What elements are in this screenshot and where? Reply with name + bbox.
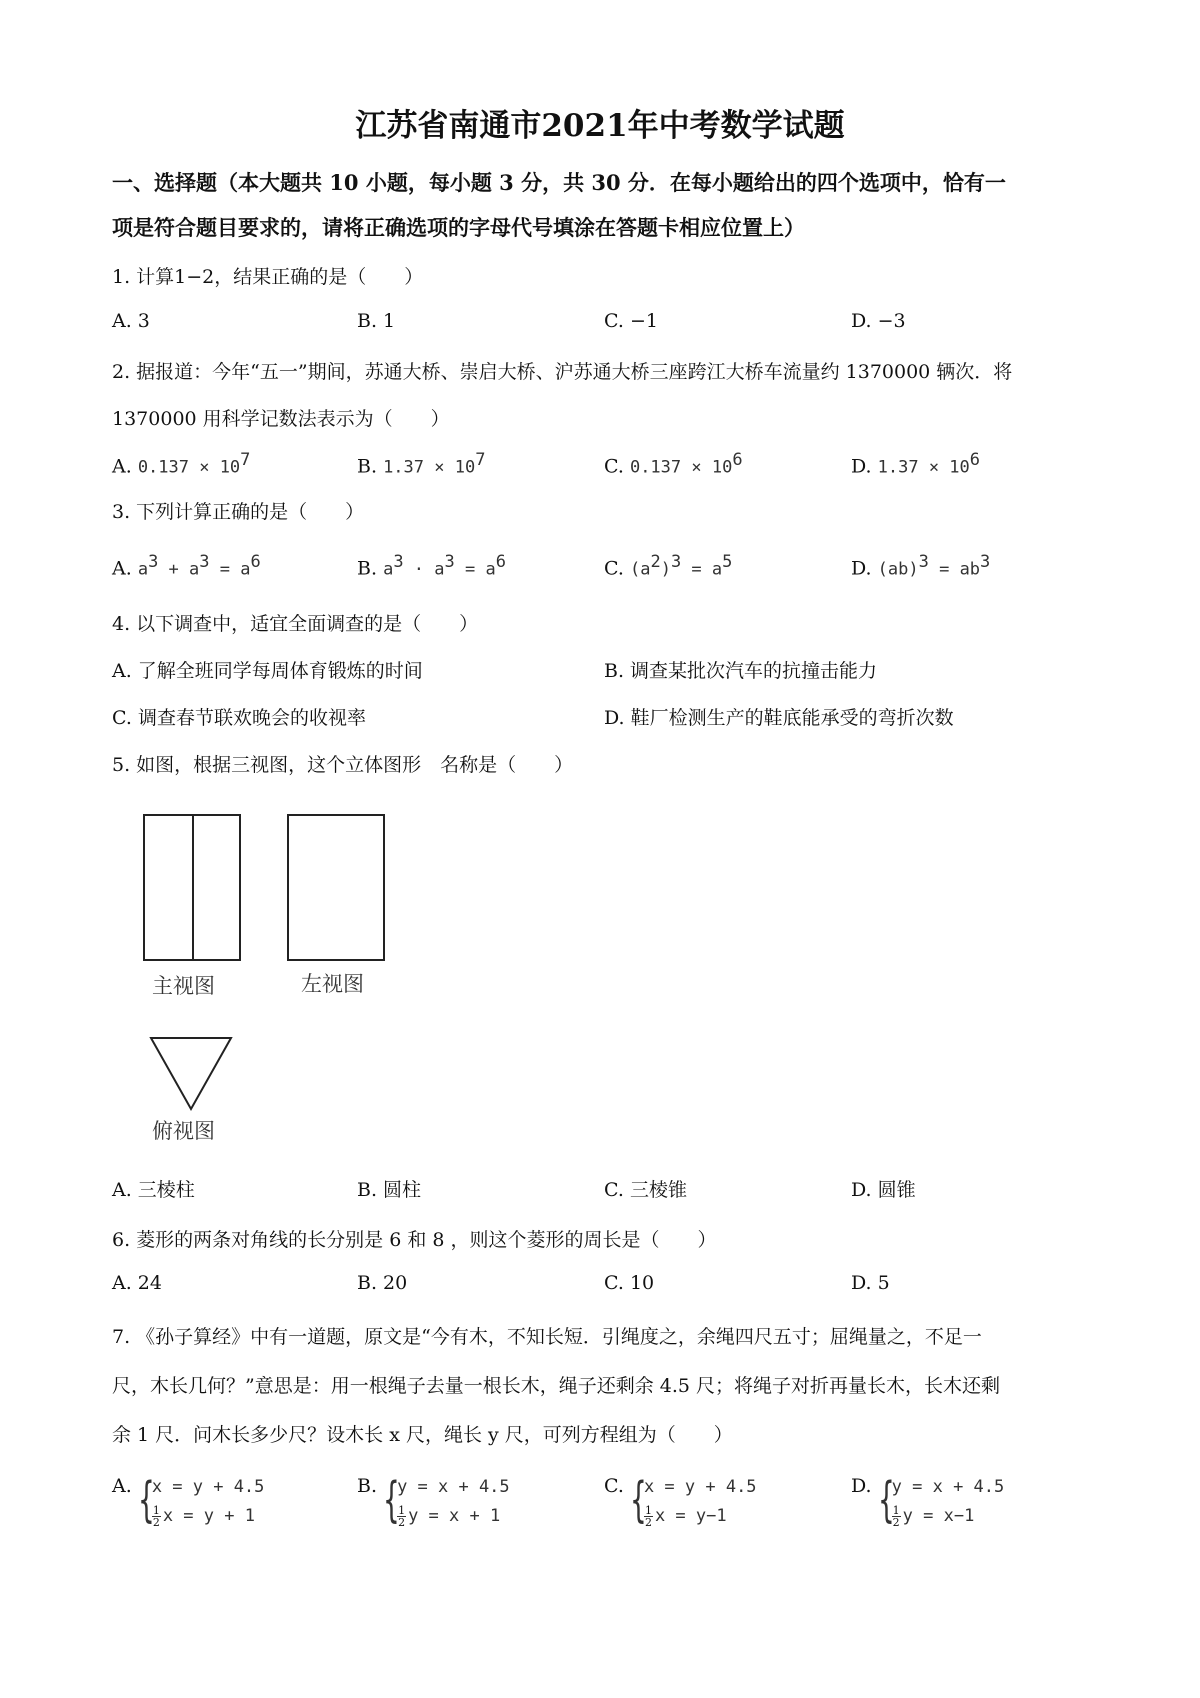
q6-option-d: D. 5 (851, 1272, 890, 1294)
top-view-triangle (151, 1038, 231, 1109)
q2-option-a: A. $0.137 \times 10^7$ (112, 450, 251, 478)
brace-glyph: { (877, 1472, 895, 1528)
equation-system: { y = x + 4.5 $\frac{1}{2}$ y = x−1 (877, 1472, 1005, 1529)
q7-stem-line3: 余 1 尺．问木长多少尺？设木长 x 尺，绳长 y 尺，可列方程组为（ ） (112, 1424, 733, 1446)
q2-stem-line1: 2. 据报道：今年“五一”期间，苏通大桥、崇启大桥、沪苏通大桥三座跨江大桥车流量约 1370000 辆次．将 (112, 361, 1013, 383)
q6-option-c: C. 10 (604, 1272, 655, 1294)
q7-stem-line1: 7. 《孙子算经》中有一道题，原文是“今有木，不知长短．引绳度之，余绳四尺五寸；屈绳量之，不足一 (112, 1326, 982, 1348)
page-title: 江苏省南通市2021年中考数学试题 (355, 108, 845, 144)
left-view-label: 左视图 (301, 972, 364, 996)
q1-option-a: A. 3 (112, 310, 150, 332)
q3-stem: 3. 下列计算正确的是（ ） (112, 501, 365, 523)
q7-option-c: C. { x = y + 4.5 $\frac{1}{2}$ x = y−1 (604, 1472, 757, 1529)
q6-option-b: B. 20 (357, 1272, 408, 1294)
q4-option-b: B. 调查某批次汽车的抗撞击能力 (604, 660, 878, 682)
equation-system: { x = y + 4.5 $\frac{1}{2}$ x = y−1 (629, 1472, 757, 1529)
q2-stem-line2: 1370000 用科学记数法表示为（ ） (112, 408, 450, 430)
q6-option-a: A. 24 (112, 1272, 162, 1294)
q5-stem: 5. 如图，根据三视图，这个立体图形 名称是（ ） (112, 754, 574, 776)
brace-glyph: { (629, 1472, 647, 1528)
q7-option-d: D. { y = x + 4.5 $\frac{1}{2}$ y = x−1 (851, 1472, 1005, 1529)
q6-stem: 6. 菱形的两条对角线的长分别是 6 和 8 ，则这个菱形的周长是（ ） (112, 1229, 717, 1251)
q4-option-a: A. 了解全班同学每周体育锻炼的时间 (112, 660, 423, 682)
top-view-label: 俯视图 (152, 1119, 215, 1143)
q5-option-a: A. 三棱柱 (112, 1179, 195, 1201)
q5-option-b: B. 圆柱 (357, 1179, 422, 1201)
q3-option-d: D. $(ab)^3 = ab^3$ (851, 552, 991, 580)
q2-option-d: D. $1.37 \times 10^6$ (851, 450, 981, 478)
equation-system: { y = x + 4.5 $\frac{1}{2}$ y = x + 1 (383, 1472, 510, 1529)
q4-stem: 4. 以下调查中，适宜全面调查的是（ ） (112, 613, 479, 635)
section-heading-line1: 一、选择题（本大题共 10 小题，每小题 3 分，共 30 分．在每小题给出的四个选项中，恰有一 (112, 170, 1006, 195)
q1-stem: 1. 计算1−2，结果正确的是（ ） (112, 266, 424, 288)
q1-option-b: B. 1 (357, 310, 396, 332)
section-heading-line2: 项是符合题目要求的，请将正确选项的字母代号填涂在答题卡相应位置上） (112, 215, 805, 240)
q4-option-d: D. 鞋厂检测生产的鞋底能承受的弯折次数 (604, 707, 954, 729)
q3-option-b: B. $a^3 \cdot a^3 = a^6$ (357, 552, 506, 580)
brace-glyph: { (383, 1472, 400, 1528)
q5-option-c: C. 三棱锥 (604, 1179, 687, 1201)
q7-stem-line2: 尺，木长几何？”意思是：用一根绳子去量一根长木，绳子还剩余 4.5 尺；将绳子对折再量长木，长木还剩 (112, 1375, 1001, 1397)
q3-option-a: A. $a^3 + a^3 = a^6$ (112, 552, 261, 580)
q3-option-c: C. $(a^2)^3 = a^5$ (604, 552, 733, 580)
q2-option-b: B. $1.37 \times 10^7$ (357, 450, 486, 478)
q1-option-c: C. −1 (604, 310, 658, 332)
front-view-label: 主视图 (152, 974, 215, 998)
left-view-outline (288, 815, 384, 960)
brace-glyph: { (137, 1472, 155, 1528)
q7-option-a: A. { x = y + 4.5 $\frac{1}{2}$ x = y + 1 (112, 1472, 265, 1529)
q2-option-c: C. $0.137 \times 10^6$ (604, 450, 743, 478)
q5-option-d: D. 圆锥 (851, 1179, 916, 1201)
q7-option-b: B. { y = x + 4.5 $\frac{1}{2}$ y = x + 1 (357, 1472, 510, 1529)
equation-system: { x = y + 4.5 $\frac{1}{2}$ x = y + 1 (137, 1472, 265, 1529)
q1-option-d: D. −3 (851, 310, 906, 332)
q4-option-c: C. 调查春节联欢晚会的收视率 (112, 707, 366, 729)
